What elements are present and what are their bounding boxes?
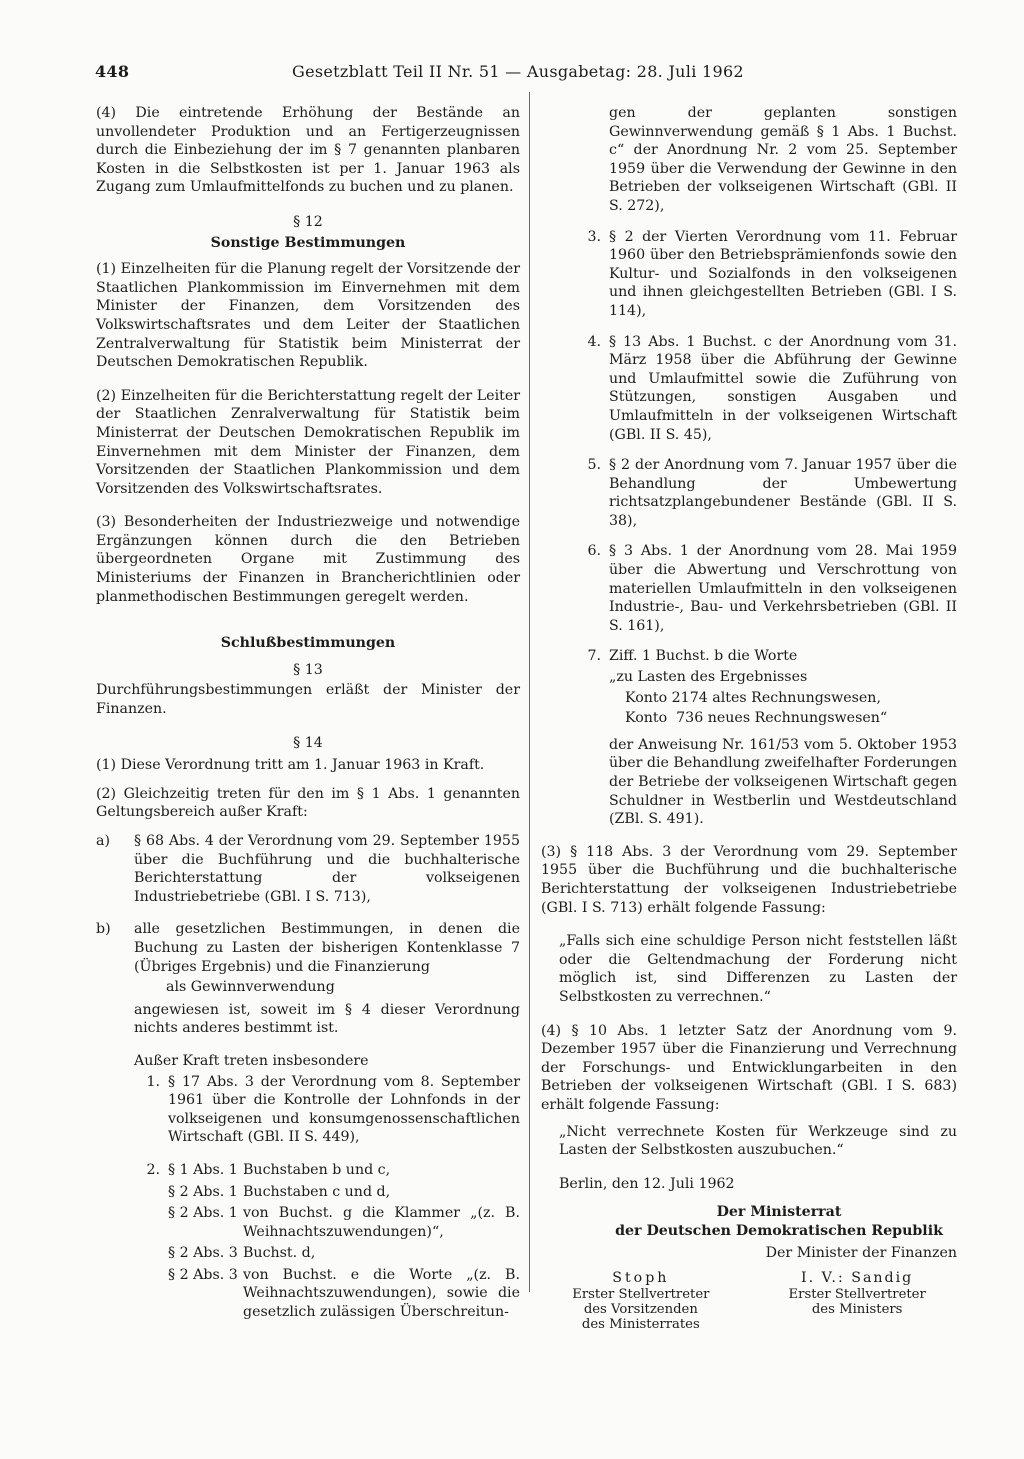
- row-ref: § 2 Abs. 1: [168, 1205, 238, 1222]
- list-item-5: [541, 456, 957, 530]
- row-text: Buchstaben b und c,: [243, 1161, 391, 1178]
- list-text: § 68 Abs. 4 der Verordnung vom 29. September 1955 über die Buchführung und die buchhalterische Berichterstattung der volkseigenen Industriebetriebe (GBl. I S. 713),: [134, 833, 520, 905]
- list-label: 5.: [587, 457, 601, 474]
- list-label: b): [96, 921, 111, 938]
- list-item-b: [96, 920, 520, 976]
- final-provisions-title: Schlußbestimmungen: [220, 635, 396, 652]
- list-label: 1.: [146, 1073, 160, 1090]
- signature-role: des Ministers: [811, 1302, 903, 1318]
- paragraph-4: (4) Die eintretende Erhöhung der Bestände an unvollendeter Produktion und an Fertigerzeugnissen durch die Einbeziehung der im § 7 genannten planbaren Kosten in die Selbstkosten ist per 1. Januar 1963 als Zugang zum Umlaufmittelfonds zu buchen und zu planen.: [96, 105, 520, 196]
- list-item-7: [541, 647, 957, 666]
- continuation-text: gen der geplanten sonstigen Gewinnverwendung gemäß § 1 Abs. 1 Buchst. c“ der Anordnung Nr. 2 vom 25. September 1959 über die Verwendung der Gewinne in den Betrieben der volkseigenen Wirtschaft (GBl. II S. 272),: [609, 105, 957, 214]
- left-column: [96, 104, 520, 1331]
- list-item-a: [96, 832, 520, 906]
- list-2-row: [168, 1204, 520, 1241]
- section-14-paragraph-1: (1) Diese Verordnung tritt am 1. Januar 1963 in Kraft.: [96, 757, 485, 774]
- section-13-paragraph: Durchführungsbestimmungen erläßt der Minister der Finanzen.: [96, 682, 520, 718]
- list-2-row: [168, 1244, 520, 1263]
- page-header: [95, 62, 953, 86]
- column-divider: [529, 92, 530, 1292]
- list-item-2: [96, 1161, 520, 1325]
- row-text: Buchstaben c und d,: [243, 1183, 391, 1200]
- section-12-paragraph-2: (2) Einzelheiten für die Berichterstattung regelt der Leiter der Staatlichen Zenralverwaltung für Statistik beim Ministerrat der Deutschen Demokratischen Republik im Einvernehmen mit dem Minister der Finanzen, dem Vorsitzenden der Staatlichen Plankommission und dem Vorsitzenden des Volkswirtschaftsrates.: [96, 387, 520, 497]
- list-item-1: [96, 1073, 520, 1147]
- list-2-row: [168, 1266, 520, 1322]
- signature-block-1: [541, 1269, 741, 1332]
- section-12-paragraph-3: (3) Besonderheiten der Industriezweige und notwendige Ergänzungen können durch die den Betrieben übergeordneten Organe mit Zustimmung des Ministeriums der Finanzen in Brancherichtlinien oder planmethodischen Bestimmungen geregelt werden.: [96, 514, 520, 605]
- signatures: [541, 1269, 957, 1332]
- row-ref: § 2 Abs. 3: [168, 1245, 238, 1262]
- list-7-text: der Anweisung Nr. 161/53 vom 5. Oktober 1953 über die Behandlung zweifelhafter Forderungen der Betriebe der volkseigenen Wirtschaft gegen Schuldner in Westberlin und Westdeutschland (ZBl. S. 491).: [609, 736, 957, 828]
- list-text: § 17 Abs. 3 der Verordnung vom 8. September 1961 über die Kontrolle der Lohnfonds in der volkseigenen und konsumgenossenschaftlichen Wirtschaft (GBl. II S. 449),: [168, 1073, 520, 1146]
- section-14-number: § 14: [293, 734, 323, 751]
- signature-block-2: [757, 1269, 957, 1332]
- row-ref: § 2 Abs. 1: [168, 1183, 238, 1200]
- list-item-3: [541, 228, 957, 321]
- list-2-row: [168, 1161, 520, 1180]
- right-column: [541, 104, 957, 1332]
- row-text: von Buchst. e die Worte „(z. B. Weihnachtszuwendungen), sowie die gesetzlich zulässigen Überschreitun-: [243, 1266, 520, 1321]
- signature-role: Erster Stellvertreter: [572, 1287, 710, 1303]
- paragraph-4-quote: „Nicht verrechnete Kosten für Werkzeuge sind zu Lasten der Selbstkosten auszubuchen.“: [559, 1123, 957, 1159]
- list-label: 6.: [587, 543, 601, 560]
- list-item-4: [541, 333, 957, 445]
- section-13-number: § 13: [293, 661, 323, 678]
- section-12-title: Sonstige Bestimmungen: [210, 234, 406, 251]
- header-title: Gesetzblatt Teil II Nr. 51 — Ausgabetag: 28. Juli 1962: [292, 62, 744, 81]
- paragraph-3-quote: „Falls sich eine schuldige Person nicht feststellen läßt oder die Geltendmachung der Forderung nicht möglich ist, sind Differenzen zu Lasten der Selbstkosten zu verrechnen.“: [559, 933, 957, 1005]
- list-label: 3.: [587, 228, 601, 245]
- section-14-paragraph-2: (2) Gleichzeitig treten für den im § 1 Abs. 1 genannten Geltungsbereich außer Kraft:: [96, 785, 520, 821]
- list-2-rows: [168, 1161, 520, 1325]
- council-name-2: der Deutschen Demokratischen Republik: [615, 1222, 943, 1239]
- paragraph-4-right: (4) § 10 Abs. 1 letzter Satz der Anordnung vom 9. Dezember 1957 über die Finanzierung und Verrechnung der Forschungs- und Entwicklungarbeiten in den Betrieben der volkseigenen Wirtschaft (GBl. I S. 683) erhält folgende Fassung:: [541, 1022, 957, 1113]
- signature-role: des Ministerrates: [581, 1317, 700, 1333]
- paragraph-3: (3) § 118 Abs. 3 der Verordnung vom 29. September 1955 über die Buchführung und die buchhalterische Berichterstattung der volkseigenen Industriebetriebe (GBl. I S. 713) erhält folgende Fassung:: [541, 843, 957, 916]
- list-text: § 2 der Vierten Verordnung vom 11. Februar 1960 über den Betriebsprämienfonds sowie den Kultur- und Sozialfonds in den volkseigenen und ihnen gleichgestellten Betrieben (GBl. I S. 114),: [609, 228, 957, 319]
- signature-role: des Vorsitzenden: [583, 1302, 698, 1318]
- list-item-b-continuation: angewiesen ist, soweit im § 4 dieser Verordnung nichts anderes bestimmt ist.: [134, 1001, 520, 1037]
- row-ref: § 2 Abs. 3: [168, 1266, 238, 1283]
- signature-role: Erster Stellvertreter: [788, 1287, 926, 1303]
- minister-title: Der Minister der Finanzen: [765, 1245, 957, 1262]
- list-text: § 13 Abs. 1 Buchst. c der Anordnung vom 31. März 1958 über die Abführung der Gewinne und Umlaufmittel sowie die Zuführung von Stützungen, sonstigen Ausgaben und Umlaufmitteln in der volkseigenen Wirtschaft (GBl. II S. 45),: [609, 333, 957, 443]
- section-12-paragraph-1: (1) Einzelheiten für die Planung regelt der Vorsitzende der Staatlichen Plankommission im Einvernehmen mit dem Minister der Finanzen, dem Vorsitzenden des Volkswirtschaftsrates und dem Leiter der Staatlichen Zentralverwaltung für Statistik beim Ministerrat der Deutschen Demokratischen Republik.: [96, 261, 520, 371]
- list-text: § 2 der Anordnung vom 7. Januar 1957 über die Behandlung der Umbewertung richtsatzplangebundener Bestände (GBl. II S. 38),: [609, 457, 957, 529]
- signature-name: Stoph: [612, 1270, 670, 1287]
- council-name-1: Der Ministerrat: [716, 1204, 842, 1221]
- row-ref: § 1 Abs. 1: [168, 1161, 238, 1178]
- place-date: Berlin, den 12. Juli 1962: [559, 1175, 735, 1192]
- list-7-quote-start: „zu Lasten des Ergebnisses: [609, 669, 808, 686]
- list-7-account-old: Konto 2174 altes Rechnungswesen,: [625, 689, 881, 706]
- list-item-6: [541, 542, 957, 635]
- list-item-b-indent: als Gewinnverwendung: [166, 979, 335, 996]
- list-text: alle gesetzlichen Bestimmungen, in denen die Buchung zu Lasten der bisherigen Kontenklasse 7 (Übriges Ergebnis) und die Finanzierung: [134, 921, 520, 975]
- section-12-number: § 12: [293, 213, 323, 230]
- list-text: Ziff. 1 Buchst. b die Worte: [609, 648, 798, 665]
- list-label: 2.: [146, 1161, 160, 1178]
- page-number: 448: [95, 62, 130, 81]
- list-label: a): [96, 833, 110, 849]
- list-text: § 3 Abs. 1 der Anordnung vom 28. Mai 1959 über die Abwertung und Verschrottung von materiellen Umlaufmitteln in den volkseigenen Industrie-, Bau- und Verkehrsbetrieben (GBl. II S. 161),: [609, 543, 957, 634]
- row-text: von Buchst. g die Klammer „(z. B. Weihnachtszuwendungen)“,: [243, 1205, 520, 1240]
- signature-name: I. V.: Sandig: [801, 1270, 914, 1287]
- repealed-intro: Außer Kraft treten insbesondere: [134, 1052, 369, 1069]
- list-2-row: [168, 1183, 520, 1202]
- row-text: Buchst. d,: [243, 1245, 316, 1262]
- list-label: 4.: [587, 333, 601, 350]
- list-label: 7.: [587, 648, 601, 665]
- list-7-account-new: Konto 736 neues Rechnungswesen“: [625, 710, 888, 727]
